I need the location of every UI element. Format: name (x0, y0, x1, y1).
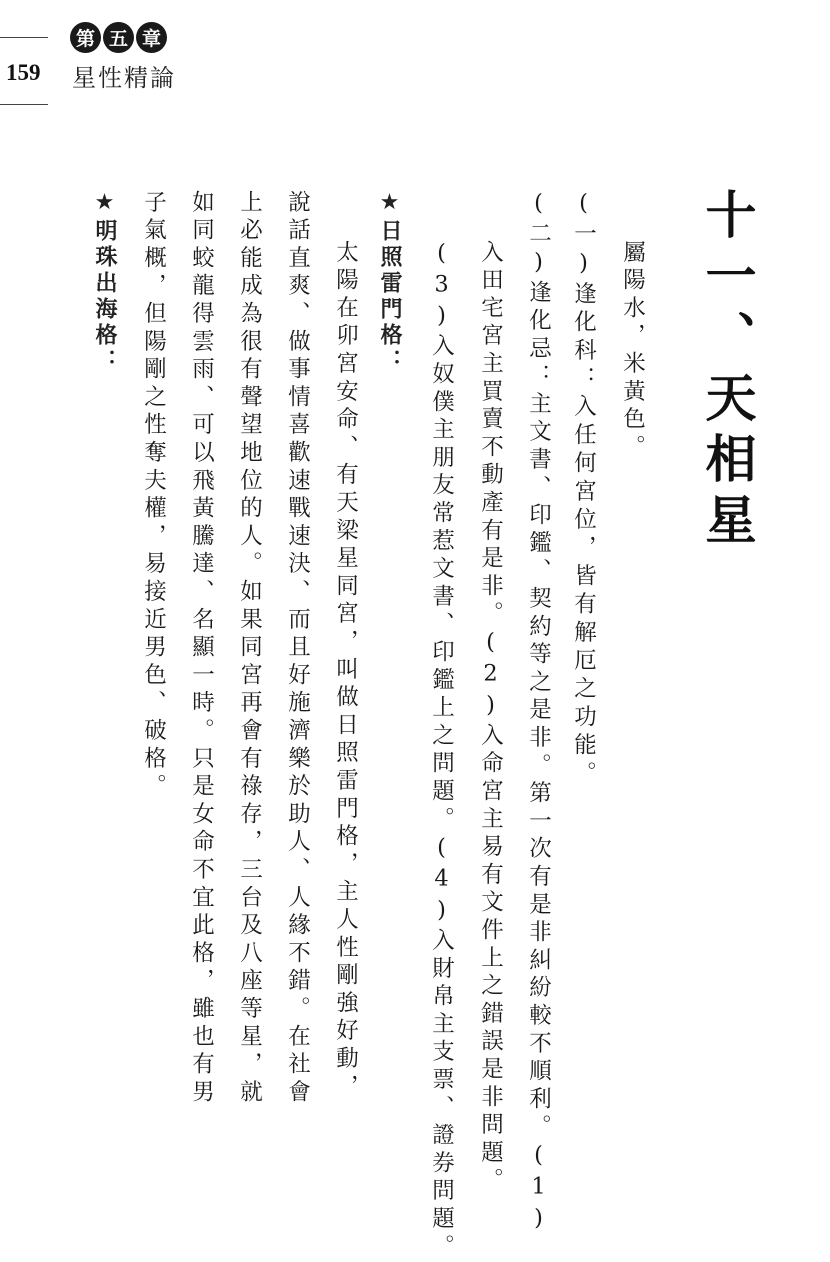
text-line: 屬陽水，米黃色。 (619, 240, 646, 463)
text-line: (3)入奴僕主朋友常惹文書、印鑑上之問題。(4)入財帛主支票、證券問題。 (428, 240, 455, 1262)
text-line: 太陽在卯宮安命、有天梁星同宮，叫做日照雷門格，主人性剛強好動， (332, 240, 359, 1102)
text-line: (二)逢化忌：主文書、印鑑、契約等之是非。第一次有是非糾紛較不順利。(1) (525, 190, 552, 1237)
header-rule-bottom (0, 104, 48, 105)
text-line: 說話直爽、做事情喜歡速戰速決、而且好施濟樂於助人、人緣不錯。在社會 (284, 190, 311, 1108)
text-line: (一)逢化科：入任何宮位，皆有解厄之功能。 (570, 190, 597, 790)
pattern-heading: ★明珠出海格： (92, 190, 117, 375)
header-rule-top (0, 37, 48, 38)
chapter-badge: 五 (103, 22, 134, 53)
text-line: 如同蛟龍得雲雨、可以飛黃騰達、名顯一時。只是女命不宜此格，雖也有男 (188, 190, 215, 1108)
text-line: 入田宅宮主買賣不動產有是非。(2)入命宮主易有文件上之錯誤是非問題。 (477, 240, 504, 1196)
chapter-label (70, 22, 167, 53)
section-title: 星性精論 (72, 64, 176, 92)
pattern-heading: ★日照雷門格： (377, 190, 402, 375)
chapter-badge: 章 (136, 22, 167, 53)
page-number: 159 (6, 60, 41, 85)
chapter-badge: 第 (70, 22, 101, 53)
chapter-heading: 十一、天相星 (696, 188, 755, 554)
text-line: 上必能成為很有聲望地位的人。如果同宮再會有祿存，三台及八座等星，就 (236, 190, 263, 1108)
text-line: 子氣概，但陽剛之性奪夫權，易接近男色、破格。 (140, 190, 167, 802)
